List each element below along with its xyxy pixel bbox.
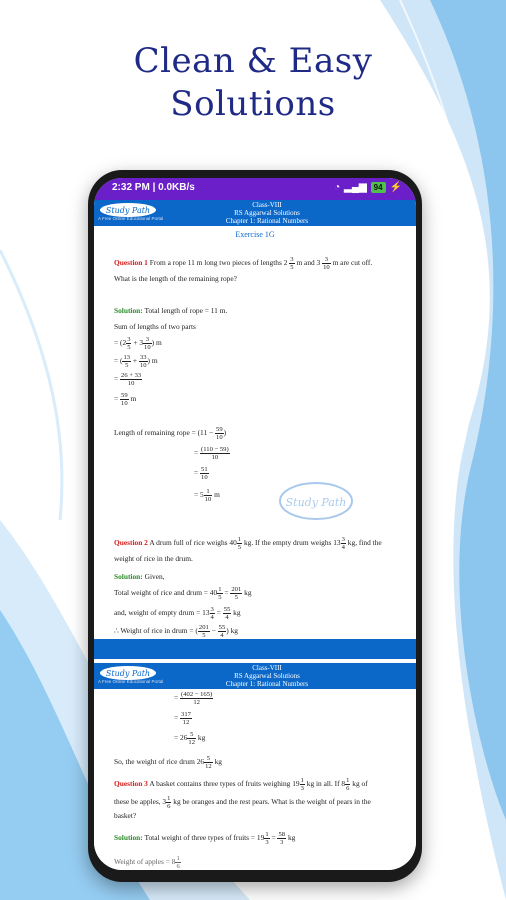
step-2: = ( $\frac{13}{5}$ + $\frac{33}{10}$ ) m — [114, 354, 158, 369]
phone-screen — [94, 178, 416, 870]
solution-1: Solution: Total length of rope = 11 m. — [114, 306, 228, 315]
signal-icon: ▂▄▆ — [344, 182, 367, 193]
header-banner — [94, 200, 416, 226]
svg-text:Study Path: Study Path — [105, 669, 151, 678]
class-label: Class-VIII — [252, 201, 282, 209]
status-time: 2:32 PM | 0.0KB/s — [112, 182, 195, 193]
watermark-logo — [276, 476, 356, 526]
chapter-label: Chapter 1: Rational Numbers — [225, 217, 309, 225]
battery-icon: 94 — [371, 182, 386, 193]
solution-2: Solution: Given, — [114, 572, 165, 581]
page2-result: So, the weight of rice drum 26 $\frac{5}{12}$ kg — [114, 755, 222, 770]
question-1-line-2: What is the length of the remaining rope? — [114, 274, 237, 283]
status-icons — [334, 182, 402, 193]
question-3-line-3: basket? — [114, 811, 137, 820]
question-3: Question 3 A basket contains three types of fruits weighing 19 $\frac{1}{3}$ kg in all. If 8 $\frac{1}{6}$ kg of — [114, 777, 368, 792]
headline-line-1: Clean & Easy — [133, 41, 373, 81]
solution-2-line-2: and, weight of empty drum = 13 $\frac{3}{4}$ = $\frac{55}{4}$ kg — [114, 606, 241, 621]
solution-2-line-3: ∴ Weight of rice in drum = ( $\frac{201}{5}$ − $\frac{55}{4}$ ) kg — [114, 624, 238, 639]
page2-step-2: = $\frac{317}{12}$ — [174, 711, 191, 726]
step-1: = (2 $\frac{3}{5}$ + 3 $\frac{3}{10}$ ) m — [114, 336, 162, 351]
question-2: Question 2 A drum full of rice weighs 40 $\frac{1}{5}$ kg. If the empty drum weighs 13 $\frac{3}{4}$ kg, find the — [114, 536, 382, 551]
solution-page-2[interactable] — [94, 689, 416, 870]
sum-label: Sum of lengths of two parts — [114, 322, 196, 331]
question-1-text: From a rope 11 m long two pieces of lengths 2 — [149, 258, 288, 268]
solution-2-line-1: Total weight of rice and drum = 40 $\frac{1}{5}$ = $\frac{201}{5}$ kg — [114, 586, 252, 601]
logo-tagline: A Free Online Educational Portal — [98, 216, 164, 221]
page2-step-1: = $\frac{(402 - 165)}{12}$ — [174, 691, 213, 706]
exercise-title: Exercise 1G — [235, 230, 275, 239]
headline — [0, 40, 506, 126]
remaining-step-1: Length of remaining rope = (11 − $\frac{59}{10}$ ) — [114, 426, 227, 441]
status-bar — [94, 178, 416, 200]
wifi-icon: ◔ — [334, 182, 341, 193]
book-label: RS Aggarwal Solutions — [234, 209, 300, 217]
svg-text:Study Path: Study Path — [285, 496, 347, 509]
step-3: = $\frac{26 + 33}{10}$ — [114, 372, 142, 387]
phone-frame — [88, 170, 422, 882]
remaining-step-2: = $\frac{(110 - 59)}{10}$ — [194, 446, 229, 461]
page2-step-3: = 26 $\frac{5}{12}$ kg — [174, 731, 206, 746]
logo-text: Study Path — [105, 206, 151, 215]
solution-3: Solution: Total weight of three types of fruits = 19 $\frac{1}{3}$ = $\frac{58}{3}$ kg — [114, 831, 296, 846]
remaining-step-3: = $\frac{51}{10}$ — [194, 466, 208, 481]
solution-3-line-2: Weight of apples = 8 $\frac{1}{6}$ — [114, 855, 180, 870]
headline-line-2: Solutions — [170, 84, 336, 124]
header-banner-2: Study Path A Free Online Educational Portal Class-VIII RS Aggarwal Solutions Chapter 1: Rational Numbers — [94, 663, 416, 689]
header-text — [172, 201, 362, 225]
question-3-line-2: these be apples, 3 $\frac{1}{6}$ kg be oranges and the rest pears. What is the weight of pears in the — [114, 795, 371, 810]
charging-icon: ⚡ — [389, 182, 402, 193]
remaining-step-4: = 5 $\frac{1}{10}$ m — [194, 488, 220, 503]
question-1: Question 1 From a rope 11 m long two pieces of lengths 2 $\frac{3}{5}$ m and 3 $\frac{3}{10}$ m are cut off. — [114, 256, 373, 271]
page-divider — [94, 639, 416, 659]
question-2-line-2: weight of rice in the drum. — [114, 554, 193, 563]
question-1-label: Question 1 — [114, 258, 148, 268]
logo — [98, 202, 164, 224]
step-4: = $\frac{59}{10}$ m — [114, 392, 137, 407]
solution-page-1[interactable] — [94, 226, 416, 639]
